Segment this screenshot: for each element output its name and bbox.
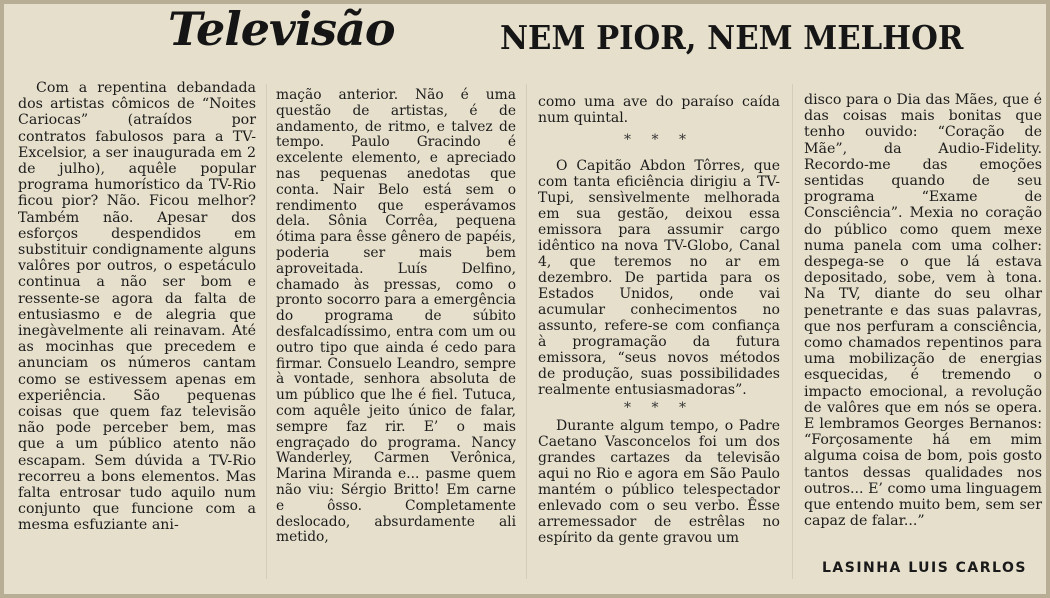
paragraph: disco para o Dia das Mães, que é das coisas mais bonitas que tenho ouvido: “Coração de Mãe”, da Audio-Fidelity. Recordo-me das emoções sentidas quando de seu programa “Exame de Consciência”. Mexia no coração do público como quem mexe numa panela com uma colher: despega-se o que lá estava depositado, sobe, vem à tona. Na TV, diante do seu olhar penetrante e das suas palavras, que nos perfuram a consciência, como chamados repentinos para uma mobilização de energias esquecidas, é tremendo o impacto emocional, a revolução de valôres que em nós se opera. E lembramos Georges Bernanos: “Forçosamente há em mim alguma coisa de bom, pois gosto tantos dessas qualidades nos outros... E’ como uma linguagem que entendo muito bem, sem ser capaz de falar...” <box>804 92 1042 530</box>
article-column-3 <box>538 94 780 546</box>
column-divider <box>266 84 267 579</box>
paragraph: O Capitão Abdon Tôrres, que com tanta eficiência dirigiu a TV-Tupi, sensìvelmente melhorada em sua gestão, deixou essa emissora para assumir cargo idêntico na nova TV-Globo, Canal 4, que teremos no ar em dezembro. De partida para os Estados Unidos, onde vai acumular conhecimentos no assunto, refere-se com confiança à programação da futura emissora, “seus novos métodos de produção, suas possibilidades realmente entusiasmadoras”. <box>538 158 780 398</box>
paragraph: mação anterior. Não é uma questão de artistas, é de andamento, de ritmo, e talvez de tempo. Paulo Gracindo é excelente elemento, e apreciado nas pequenas anedotas que conta. Nair Belo está sem o rendimento que esperávamos dela. Sônia Corrêa, pequena ótima para êsse gênero de papéis, poderia ser mais bem aproveitada. Luís Delfino, chamado às pressas, como o pronto socorro para a emergência do programa de súbito desfalcadíssimo, entra com um ou outro tipo que ainda é cedo para firmar. Consuelo Leandro, sempre à vontade, senhora absoluta de um público que lhe é fiel. Tutuca, com aquêle jeito único de falar, sempre faz rir. E’ o mais engraçado do programa. Nancy Wanderley, Carmen Verônica, Marina Miranda e... pasme quem não viu: Sérgio Britto! Em carne e ôsso. Completamente deslocado, absurdamente ali metido, <box>276 87 516 546</box>
article-column-4 <box>804 92 1042 529</box>
paragraph: Durante algum tempo, o Padre Caetano Vasconcelos foi um dos grandes cartazes da televisão aqui no Rio e agora em São Paulo mantém o público telespectador enlevado com o seu verbo. Êsse arremessador de estrêlas no espírito da gente gravou um <box>538 418 780 546</box>
article-column-1 <box>18 80 256 534</box>
section-title: Televisão <box>168 2 395 56</box>
section-separator: * * * <box>624 132 694 148</box>
article-column-2 <box>276 88 516 546</box>
column-divider <box>526 84 527 579</box>
section-separator: * * * <box>624 400 694 416</box>
author-byline: LASINHA LUIS CARLOS <box>822 560 1027 576</box>
paragraph: Com a repentina debandada dos artistas cômicos de “Noites Cariocas” (atraídos por contratos fabulosos para a TV-Excelsior, a ser inaugurada em 2 de julho), aquêle popular programa humorístico da TV-Rio ficou pior? Não. Ficou melhor? Também não. Apesar dos esforços despendidos em substituir condignamente alguns valôres por outros, o espetáculo continua a não ser bom e ressente-se agora da falta de entusiasmo e de alegria que inegàvelmente ali reinavam. Até as mocinhas que precedem e anunciam os números cantam como se estivessem apenas em experiência. São pequenas coisas que quem faz televisão não pode perceber bem, mas que a um público atento não escapam. Sem dúvida a TV-Rio recorreu a bons elementos. Mas falta entrosar tudo aquilo num conjunto que funcione com a mesma esfuziante ani- <box>18 80 256 534</box>
column-divider <box>792 84 793 579</box>
paragraph: como uma ave do paraíso caída num quintal. <box>538 94 780 126</box>
headline: NEM PIOR, NEM MELHOR <box>500 18 964 57</box>
